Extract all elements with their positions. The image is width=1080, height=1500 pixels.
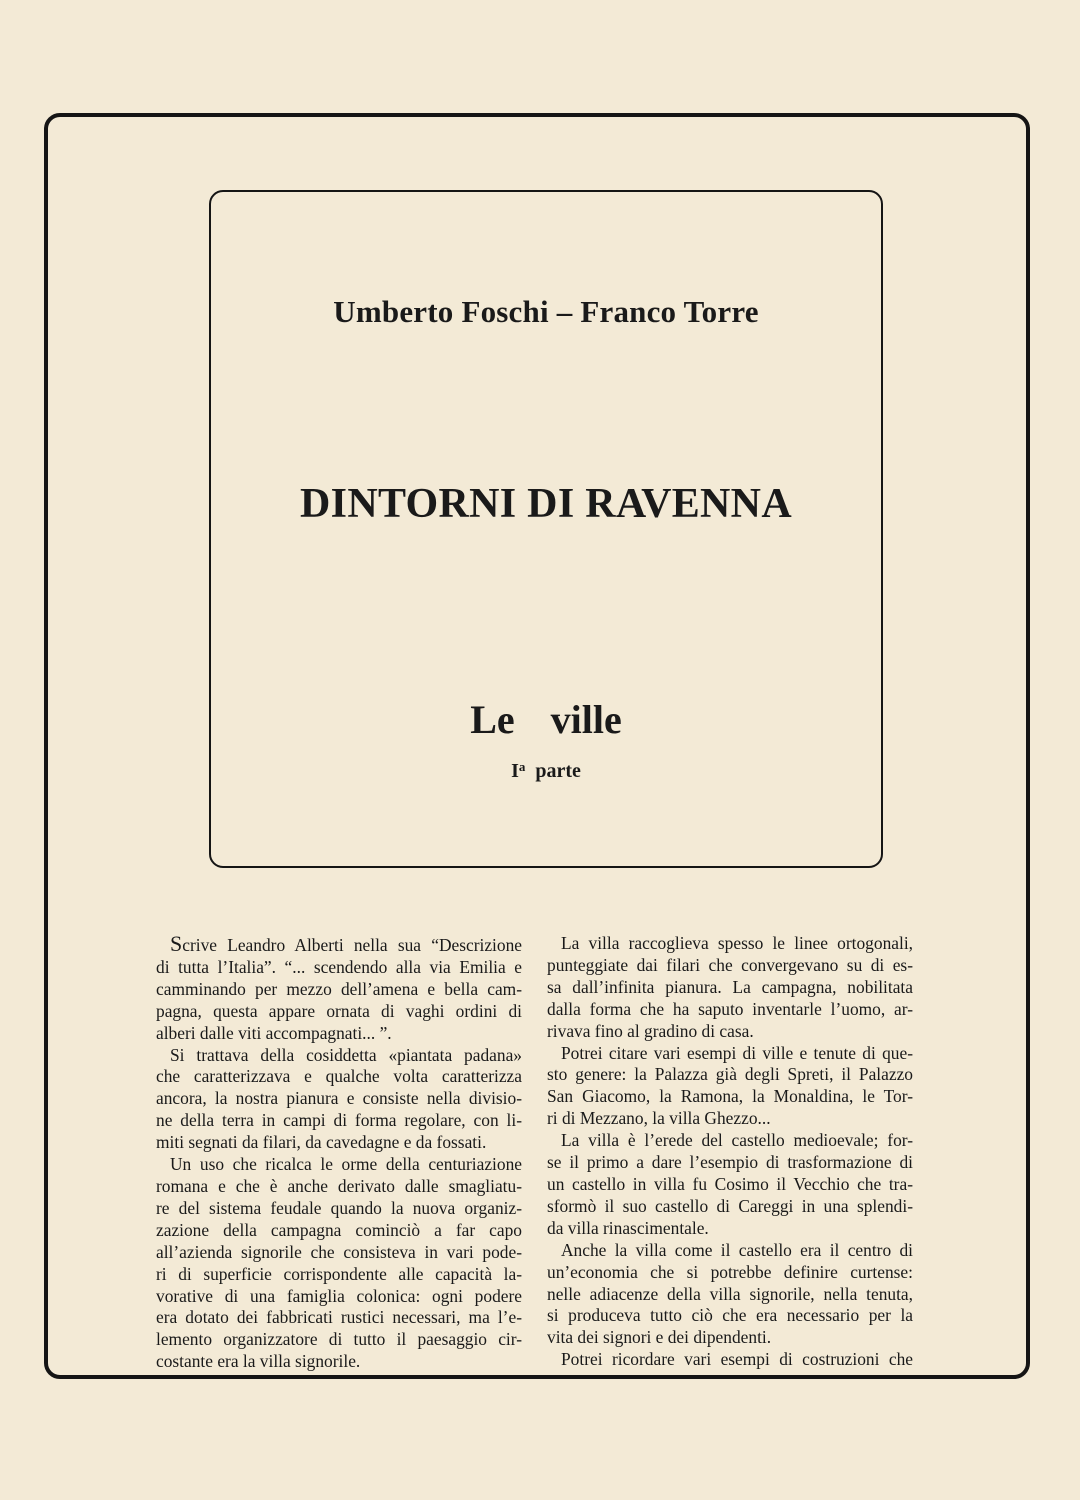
text-line: ri di superficie corrispondente alle capacità la- [156,1263,522,1284]
text-line: se il primo a dare l’esempio di trasformazione di [547,1152,913,1173]
text-line: che caratterizzava e qualche volta caratterizza [156,1066,522,1087]
text-line: La villa è l’erede del castello medioevale; for- [561,1130,913,1151]
article-column-right [547,933,913,1371]
text-line: Potrei citare vari esempi di ville e tenute di que- [561,1042,913,1063]
part-ordinal-suffix: a [518,759,526,774]
article-column-left [156,933,522,1373]
text-line: dalla forma che ha saputo inventarle l’uomo, ar- [547,998,913,1019]
text-line: si produceva tutto ciò che era necessario per la [547,1305,913,1326]
text-line: costante era la villa signorile. [156,1351,361,1372]
subtitle: Le ville [470,697,622,742]
text-line: di tutta l’Italia”. “... scendendo alla via Emilia e [156,956,522,977]
text-line: San Giacomo, la Ramona, la Monaldina, le Tor- [547,1086,913,1107]
text-line: Un uso che ricalca le orme della centuriazione [170,1154,522,1175]
page-title: DINTORNI DI RAVENNA [300,481,792,527]
authors: Umberto Foschi – Franco Torre [333,294,759,329]
text-line: vita dei signori e dei dipendenti. [547,1327,772,1348]
text-line: sformò il suo castello di Careggi in una splendi- [547,1195,913,1216]
text-line: all’azienda signorile che consisteva in vari pode- [156,1241,522,1262]
text-line: un castello in villa fu Cosimo il Vecchio che tra- [547,1173,913,1194]
part-word: parte [535,760,581,782]
text-line: sto genere: la Palazza già degli Spreti, il Palazzo [547,1064,913,1085]
text-line: rivava fino al gradino di casa. [547,1020,754,1041]
text-line: punteggiate dai filari che convergevano su di es- [547,954,913,975]
text-line: re del sistema feudale quando la nuova organiz- [156,1197,522,1218]
text-line: romana e che è anche derivato dalle smagliatu- [156,1175,522,1196]
text-line: lemento organizzatore di tutto il paesaggio cir- [156,1329,522,1350]
text-line: nelle adiacenze della villa signorile, nella tenuta, [547,1283,913,1304]
text-line: vorative di una famiglia colonica: ogni podere [156,1285,522,1306]
text-line: Si trattava della cosiddetta «piantata padana» [170,1044,522,1065]
text-line: ri di Mezzano, la villa Ghezzo... [547,1108,771,1129]
text-line: zazione della campagna cominciò a far capo [156,1219,522,1240]
text-line: La villa raccoglieva spesso le linee ortogonali, [561,933,913,953]
initial-letter: S [170,931,183,956]
text-line: Scrive Leandro Alberti nella sua “Descrizione [170,931,522,956]
part-ordinal: I [511,760,519,782]
part-label [209,759,883,783]
text-line: alberi dalle viti accompagnati... ”. [156,1022,392,1043]
text-line: Anche la villa come il castello era il centro di [561,1239,913,1260]
text-line: miti segnati da filari, da cavedagne e da fossati. [156,1132,487,1153]
text-line: un’economia che si potrebbe definire curtense: [547,1261,913,1282]
text-line: ne della terra in campi di forma regolare, con li- [156,1110,522,1131]
text-line: ancora, la nostra pianura e consiste nella divisio- [156,1088,522,1109]
text-line: da villa rinascimentale. [547,1217,709,1238]
text-line: era dotato dei fabbricati rustici necessari, ma l’e- [156,1307,522,1328]
text-line: sa dall’infinita pianura. La campagna, nobilitata [547,976,913,997]
text-line: camminando per mezzo dell’amena e bella cam- [156,978,522,999]
text-line: Potrei ricordare vari esempi di costruzioni che [561,1349,913,1370]
text-line: pagna, questa appare ornata di vaghi ordini di [156,1000,522,1021]
